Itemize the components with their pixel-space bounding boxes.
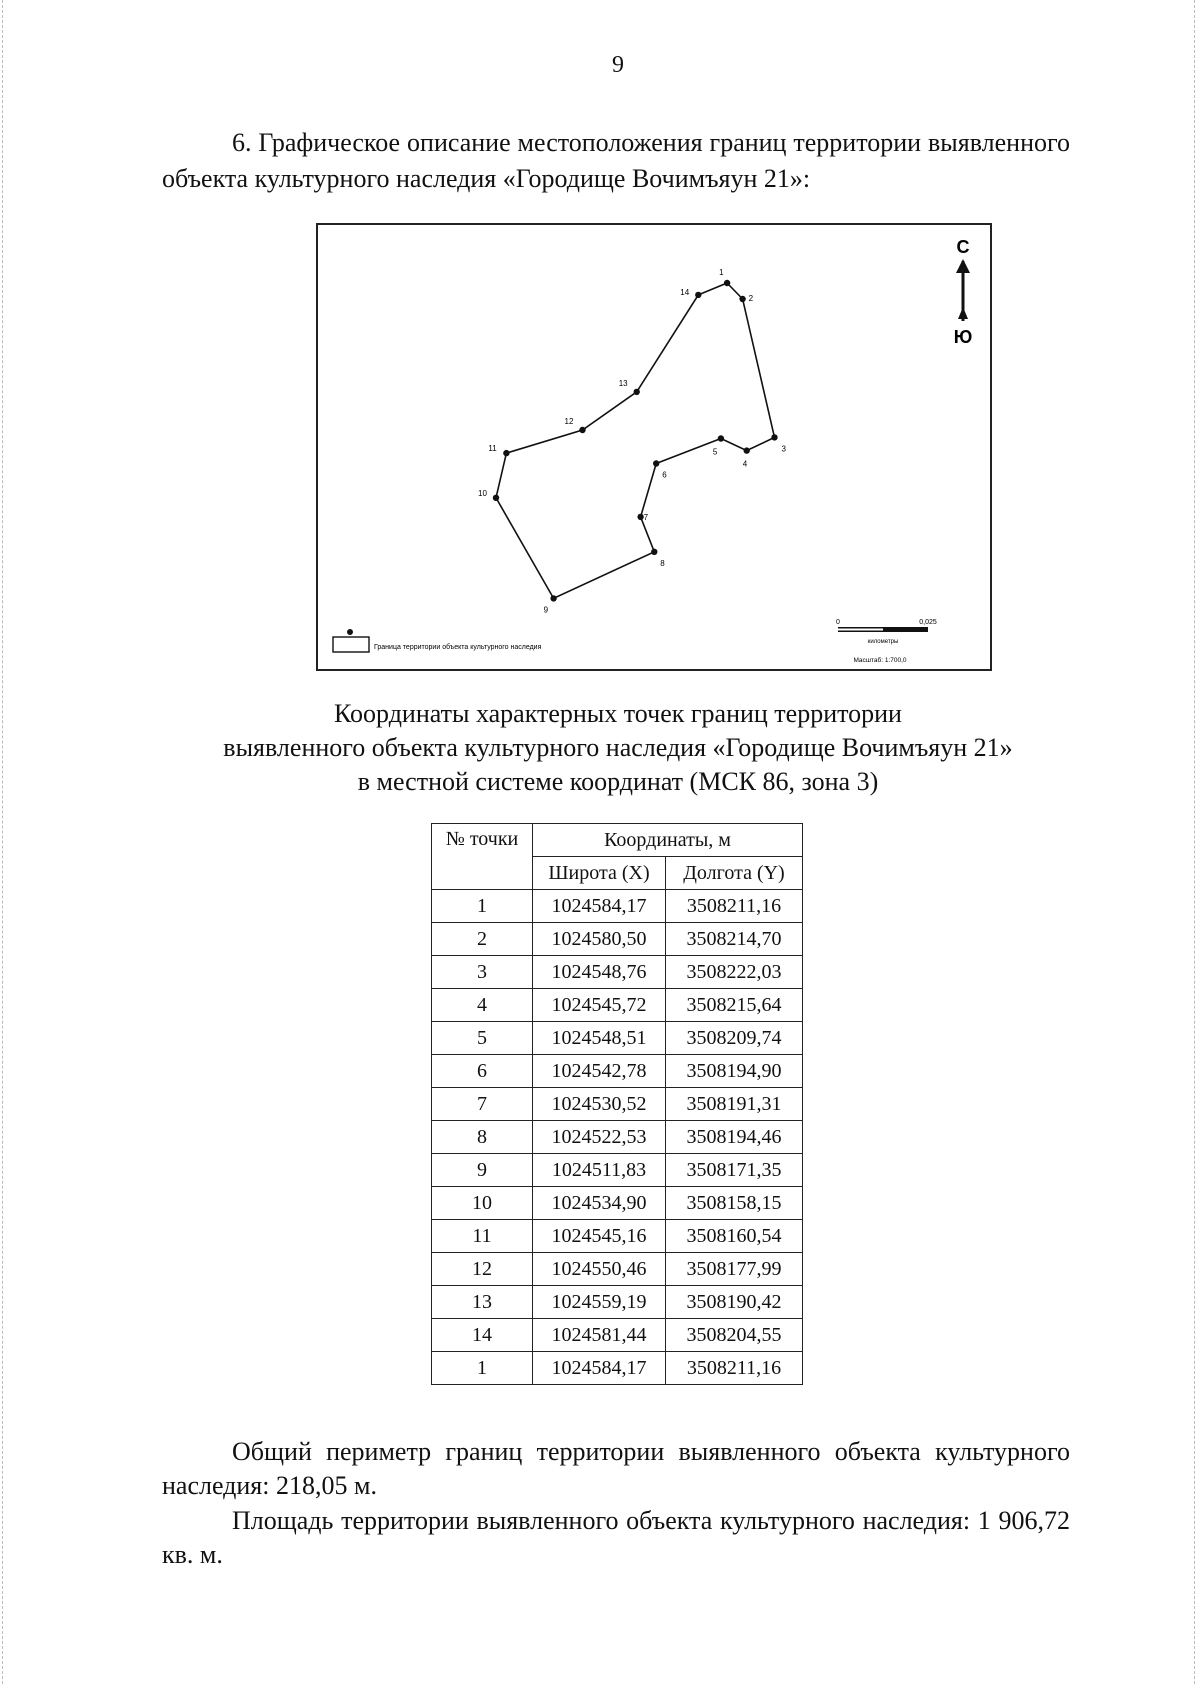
map-legend [333,629,542,652]
cell-point-number: 1 [432,890,533,923]
boundary-vertex [503,450,509,456]
cell-latitude-x: 1024580,50 [533,923,666,956]
cell-longitude-y: 3508177,99 [666,1253,803,1286]
boundary-vertex [493,495,499,501]
table-row [432,1055,803,1088]
boundary-vertex [744,447,750,453]
cell-latitude-x: 1024584,17 [533,890,666,923]
table-row [432,1154,803,1187]
vertex-label: 4 [742,459,748,469]
boundary-vertex [739,296,745,302]
cell-point-number: 2 [432,923,533,956]
coordinates-table [431,823,803,1385]
boundary-vertex [724,280,730,286]
area-paragraph [162,1504,1070,1572]
cell-longitude-y: 3508191,31 [666,1088,803,1121]
boundary-vertex [579,427,585,433]
cell-point-number: 8 [432,1121,533,1154]
table-row [432,1022,803,1055]
cell-latitude-x: 1024511,83 [533,1154,666,1187]
boundary-map [316,223,992,671]
coordinates-table-body [432,890,803,1385]
cell-latitude-x: 1024545,72 [533,989,666,1022]
table-row [432,1121,803,1154]
cell-point-number: 12 [432,1253,533,1286]
cell-latitude-x: 1024530,52 [533,1088,666,1121]
cell-latitude-x: 1024545,16 [533,1220,666,1253]
cell-longitude-y: 3508211,16 [666,1352,803,1385]
scale-start-label: 0 [836,619,840,626]
cell-point-number: 1 [432,1352,533,1385]
table-row [432,890,803,923]
header-coordinates: Координаты, м [533,824,803,857]
table-row [432,1220,803,1253]
section-heading [162,125,1070,197]
cell-longitude-y: 3508222,03 [666,956,803,989]
cell-point-number: 7 [432,1088,533,1121]
vertex-label: 13 [618,378,628,388]
boundary-vertex [718,435,724,441]
cell-longitude-y: 3508194,46 [666,1121,803,1154]
legend-point-symbol [347,629,353,635]
table-caption [150,697,1086,799]
table-caption-line-1: Координаты характерных точек границ территории [334,699,902,728]
table-row [432,1352,803,1385]
south-label: Ю [953,327,973,347]
scale-end-label: 0,025 [919,619,937,626]
vertex-label: 3 [781,444,786,454]
boundary-vertex [550,595,556,601]
vertex-label: 10 [478,488,487,498]
cell-latitude-x: 1024534,90 [533,1187,666,1220]
table-caption-line-3: в местной системе координат (МСК 86, зона 3) [357,767,879,796]
cell-latitude-x: 1024522,53 [533,1121,666,1154]
cell-latitude-x: 1024548,51 [533,1022,666,1055]
vertex-label: 12 [564,417,574,426]
north-label: С [956,237,970,257]
cell-latitude-x: 1024542,78 [533,1055,666,1088]
table-row [432,956,803,989]
table-row [432,923,803,956]
scale-ratio-label: Масштаб: 1:700,0 [853,657,907,664]
cell-longitude-y: 3508215,64 [666,989,803,1022]
cell-point-number: 11 [432,1220,533,1253]
cell-longitude-y: 3508211,16 [666,890,803,923]
scan-edge-right [1194,0,1197,1684]
table-row [432,989,803,1022]
perimeter-paragraph [162,1435,1070,1503]
table-row [432,1319,803,1352]
scale-unit-label: километры [867,639,899,645]
cell-point-number: 3 [432,956,533,989]
header-latitude-x: Широта (X) [533,857,666,890]
table-row [432,1286,803,1319]
vertex-label: 11 [488,444,497,454]
boundary-map-svg [318,225,990,669]
cell-latitude-x: 1024548,76 [533,956,666,989]
boundary-vertex [695,292,701,298]
cell-point-number: 4 [432,989,533,1022]
cell-point-number: 9 [432,1154,533,1187]
table-caption-line-2: выявленного объекта культурного наследия «Городище Вочимъяун 21» [223,733,1013,762]
cell-longitude-y: 3508214,70 [666,923,803,956]
section-heading-text: 6. Графическое описание местоположения границ территории выявленного объекта культурного наследия «Городище Вочимъяун 21»: [162,128,1070,193]
cell-point-number: 10 [432,1187,533,1220]
cell-longitude-y: 3508209,74 [666,1022,803,1055]
header-longitude-y: Долгота (Y) [666,857,803,890]
cell-point-number: 13 [432,1286,533,1319]
cell-point-number: 6 [432,1055,533,1088]
scale-bar-light [838,629,883,631]
vertex-label: 9 [543,605,549,615]
vertex-label: 5 [712,447,718,457]
vertex-label: 2 [748,294,754,303]
cell-latitude-x: 1024581,44 [533,1319,666,1352]
table-header-row [432,824,803,857]
header-point-number: № точки [432,824,533,890]
boundary-polygon [496,283,775,598]
scan-edge-left [2,0,5,1684]
vertex-label: 14 [680,287,690,297]
perimeter-text: Общий периметр границ территории выявленного объекта культурного наследия: 218,05 м. [162,1437,1070,1500]
cell-longitude-y: 3508171,35 [666,1154,803,1187]
arrow-head [956,259,970,273]
vertex-label: 1 [719,268,724,277]
cell-longitude-y: 3508194,90 [666,1055,803,1088]
cell-point-number: 5 [432,1022,533,1055]
arrow-tail [958,307,968,319]
cell-longitude-y: 3508160,54 [666,1220,803,1253]
cell-point-number: 14 [432,1319,533,1352]
boundary-vertex [653,460,659,466]
cell-latitude-x: 1024559,19 [533,1286,666,1319]
table-row [432,1187,803,1220]
north-arrow [954,237,973,347]
page-number: 9 [612,52,624,78]
boundary-vertex [771,434,777,440]
boundary-vertex [651,549,657,555]
table-row [432,1088,803,1121]
cell-latitude-x: 1024550,46 [533,1253,666,1286]
vertex-label: 6 [662,470,667,480]
cell-longitude-y: 3508158,15 [666,1187,803,1220]
scale-bar [836,619,937,664]
legend-area-symbol [333,637,369,652]
area-text: Площадь территории выявленного объекта культурного наследия: 1 906,72 кв. м. [162,1506,1070,1569]
cell-longitude-y: 3508204,55 [666,1319,803,1352]
vertex-label: 7 [643,512,649,522]
table-row [432,1253,803,1286]
cell-longitude-y: 3508190,42 [666,1286,803,1319]
boundary-vertex [634,389,640,395]
legend-label: Граница территории объекта культурного наследия [374,644,542,651]
cell-latitude-x: 1024584,17 [533,1352,666,1385]
vertex-label: 8 [660,558,665,568]
